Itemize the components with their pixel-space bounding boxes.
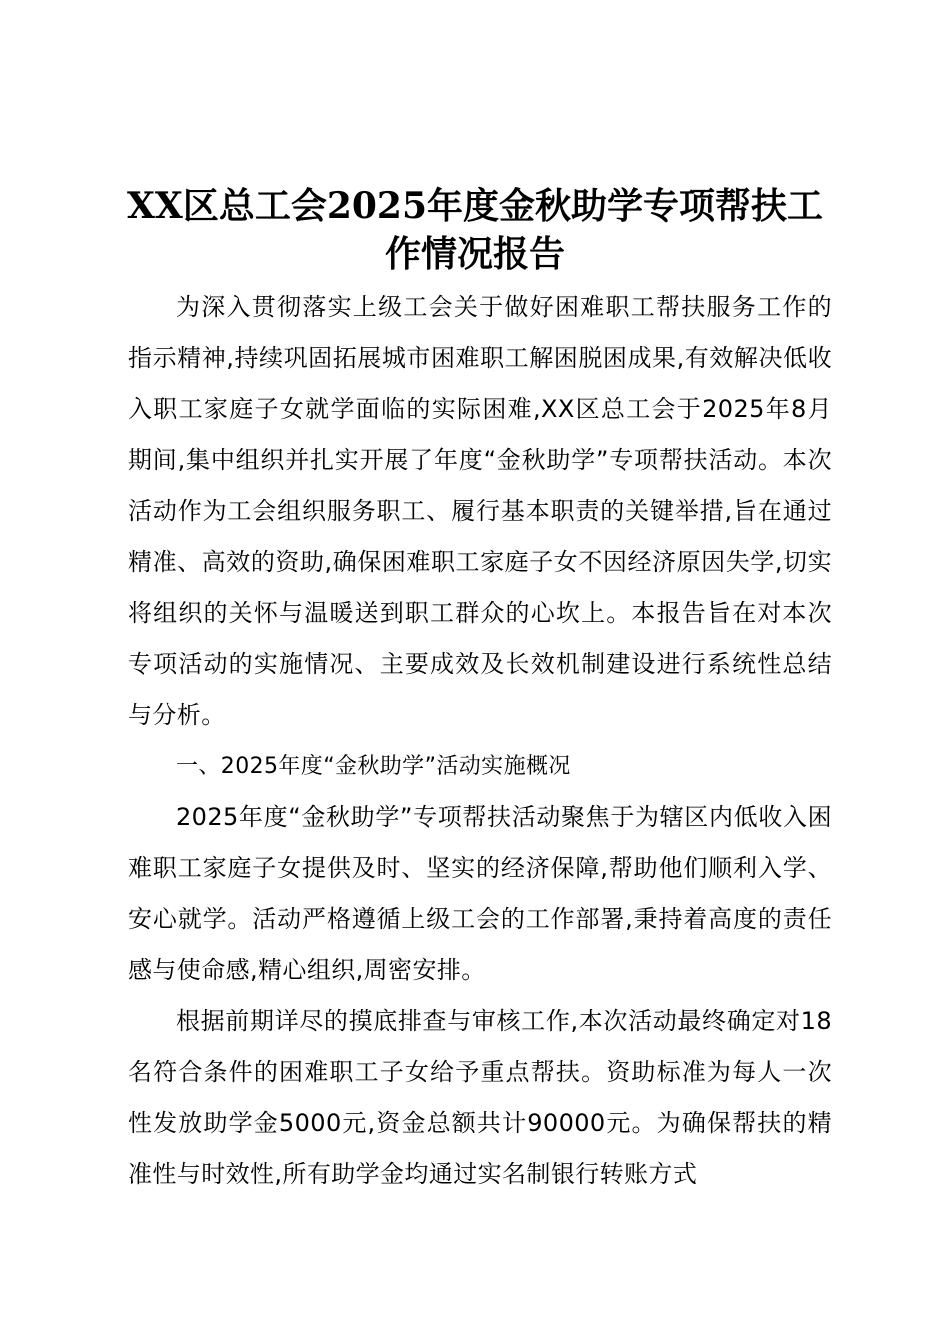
document-title: XX区总工会2025年度金秋助学专项帮扶工作情况报告: [126, 185, 824, 275]
section1-paragraph: 2025年度“金秋助学”专项帮扶活动聚焦于为辖区内低收入困难职工家庭子女提供及时、坚实的经济保障,帮助他们顺利入学、安心就学。活动严格遵循上级工会的工作部署,秉持着高度的责任感与使命感,精心组织,周密安排。: [128, 803, 832, 984]
document-body: [128, 282, 832, 1200]
intro-paragraph: 为深入贯彻落实上级工会关于做好困难职工帮扶服务工作的指示精神,持续巩固拓展城市困难职工解困脱困成果,有效解决低收入职工家庭子女就学面临的实际困难,XX区总工会于2025年8月期间,集中组织并扎实开展了年度“金秋助学”专项帮扶活动。本次活动作为工会组织服务职工、履行基本职责的关键举措,旨在通过精准、高效的资助,确保困难职工家庭子女不因经济原因失学,切实将组织的关怀与温暖送到职工群众的心坎上。本报告旨在对本次专项活动的实施情况、主要成效及长效机制建设进行系统性总结与分析。: [128, 293, 832, 729]
section1-paragraph: 根据前期详尽的摸底排查与审核工作,本次活动最终确定对18名符合条件的困难职工子女给予重点帮扶。资助标准为每人一次性发放助学金5000元,资金总额共计90000元。为确保帮扶的精准性与时效性,所有助学金均通过实名制银行转账方式: [128, 1007, 832, 1188]
section-heading-1: 一、2025年度“金秋助学”活动实施概况: [176, 754, 571, 779]
